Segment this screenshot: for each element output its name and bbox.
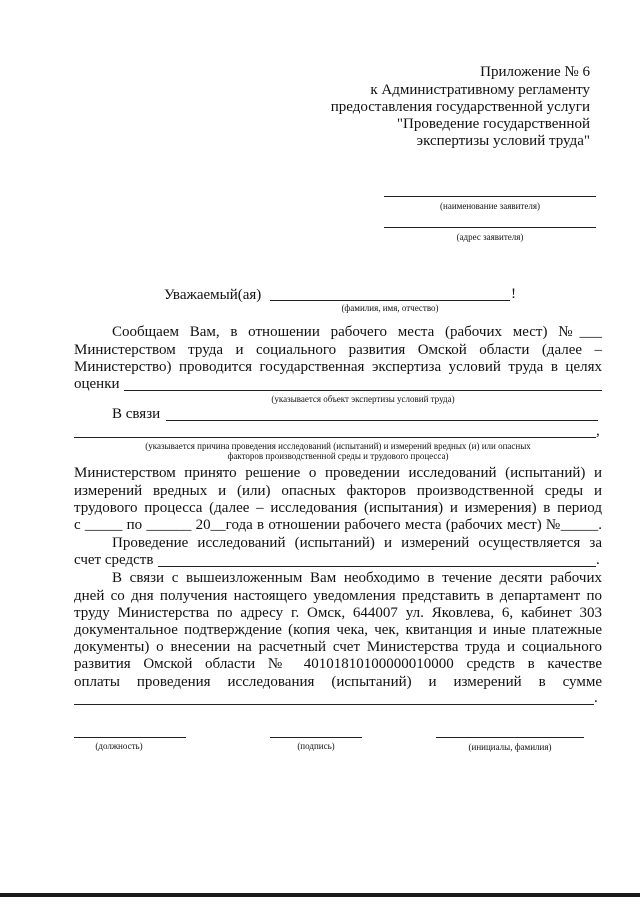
- paragraph-1-line-4: оценки: [74, 376, 120, 392]
- position-line: [74, 737, 186, 738]
- paragraph-2-line-2: измерений вредных и (или) опасных факторов производственной среды и: [74, 483, 602, 499]
- paragraph-4-line-6: развития Омской области № 40101810100000010000 средств в качестве: [74, 656, 602, 672]
- applicant-address-caption: (адрес заявителя): [456, 232, 524, 242]
- assessment-object-line: [124, 390, 602, 391]
- header-service-name-2: экспертизы условий труда": [416, 133, 590, 149]
- applicant-address-line: [384, 227, 596, 228]
- header-service-name-1: "Проведение государственной: [396, 116, 590, 132]
- paragraph-2-start: В связи: [112, 406, 161, 422]
- payment-end-period: .: [594, 690, 598, 706]
- scan-edge-divider: [0, 893, 640, 897]
- sign-caption: (подпись): [297, 741, 335, 751]
- assessment-object-caption: (указывается объект экспертизы условий труда): [271, 394, 455, 404]
- paragraph-4-line-1: В связи с вышеизложенным Вам необходимо в течение десяти рабочих: [112, 570, 602, 586]
- paragraph-4-line-4: документальное подтверждение (копия чека, чек, квитанция и иные платежные: [74, 622, 602, 638]
- funding-end-period: .: [596, 552, 600, 568]
- reason-caption-1: (указывается причина проведения исследований (испытаний) и измерений вредных (и) или опасных: [145, 441, 531, 451]
- paragraph-1-line-2: Министерством труда и социального развития Омской области (далее –: [74, 342, 602, 358]
- greeting-name-line: [270, 300, 510, 301]
- greeting-name-caption: (фамилия, имя, отчество): [341, 303, 439, 313]
- header-appendix-number: Приложение № 6: [480, 64, 590, 80]
- reason-end-comma: ,: [596, 423, 600, 439]
- greeting-exclamation: !: [511, 286, 516, 302]
- header-regulation-ref: к Административному регламенту: [370, 82, 590, 98]
- paragraph-3-line-2: счет средств: [74, 552, 154, 568]
- paragraph-1-line-3: Министерство) проводится государственная экспертиза условий труда в целях: [74, 359, 602, 375]
- paragraph-2-line-1: Министерством принято решение о проведении исследований (испытаний) и: [74, 465, 602, 481]
- greeting-text: Уважаемый(ая): [164, 287, 262, 303]
- applicant-name-caption: (наименование заявителя): [440, 201, 540, 211]
- initials-line: [436, 737, 584, 738]
- paragraph-2-line-4: с _____ по ______ 20__года в отношении рабочего места (рабочих мест) №_____.: [74, 517, 602, 533]
- reason-line-2: [74, 437, 596, 438]
- applicant-name-line: [384, 196, 596, 197]
- reason-caption-2: факторов производственной среды и трудового процесса): [227, 451, 449, 461]
- paragraph-4-line-5: документы) о внесении на расчетный счет Министерства труда и социального: [74, 639, 602, 655]
- paragraph-1-line-1: Сообщаем Вам, в отношении рабочего места (рабочих мест) №___: [112, 324, 602, 340]
- paragraph-4-line-7: оплаты проведения исследования (испытаний) и измерений в сумме: [74, 674, 602, 690]
- payment-amount-line: [74, 704, 594, 705]
- header-service-line: предоставления государственной услуги: [330, 99, 590, 115]
- paragraph-2-line-3: трудового процесса (далее – исследования (испытания) и измерения) в период: [74, 500, 602, 516]
- reason-line-1: [166, 420, 598, 421]
- paragraph-3-line-1: Проведение исследований (испытаний) и измерений осуществляется за: [112, 535, 602, 551]
- position-caption: (должность): [95, 741, 143, 751]
- paragraph-4-line-2: дней со дня получения настоящего уведомления представить в департамент по: [74, 588, 602, 604]
- funding-source-line: [158, 566, 596, 567]
- sign-line: [270, 737, 362, 738]
- initials-caption: (инициалы, фамилия): [468, 742, 552, 752]
- paragraph-4-line-3: труду Министерства по адресу г. Омск, 644007 ул. Яковлева, 6, кабинет 303: [74, 605, 602, 621]
